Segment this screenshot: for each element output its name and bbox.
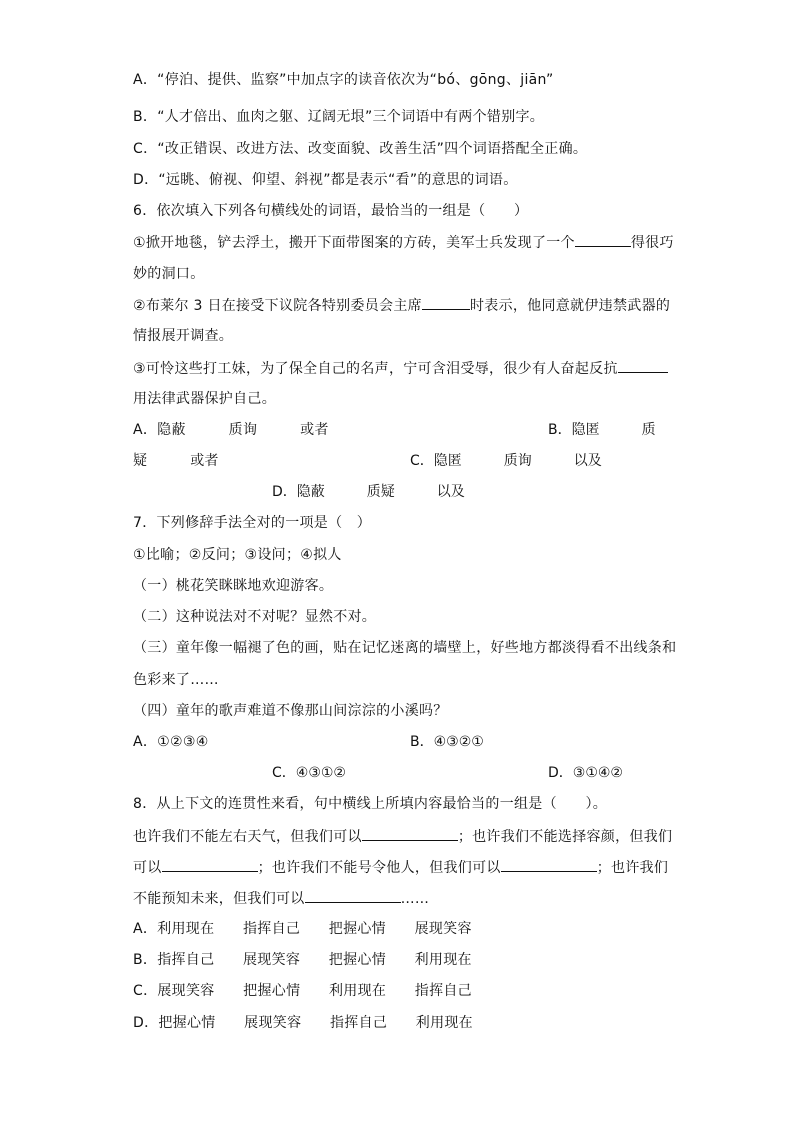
q8-option-d: D．把握心情 展现笑容 指挥自己 利用现在 <box>133 1015 473 1031</box>
answer-blank <box>305 888 401 903</box>
answer-blank <box>422 295 470 310</box>
q6-s2-continuation: 情报展开调查。 <box>133 328 234 344</box>
q8-text: …… <box>400 891 430 907</box>
answer-blank <box>575 232 631 247</box>
q7-sentence-2: （二）这种说法对不对呢？显然不对。 <box>133 609 377 625</box>
q6-option-a: A．隐蔽 质询 或者 <box>133 422 329 438</box>
q6-option-b: B．隐匿 质 <box>548 422 656 438</box>
q7-option-d: D．③①④② <box>548 765 623 781</box>
answer-blank <box>162 857 258 872</box>
q5-option-c: C．“改正错误、改进方法、改变面貌、改善生活”四个词语搭配全正确。 <box>133 141 588 157</box>
q7-sentence-3: （三）童年像一幅褪了色的画，贴在记忆迷离的墙壁上，好些地方都淡得看不出线条和 <box>133 640 677 656</box>
q8-option-a: A．利用现在 指挥自己 把握心情 展现笑容 <box>133 921 472 937</box>
q6-s2-text-2: 时表示，他同意就伊违禁武器的 <box>469 298 671 314</box>
q6-sentence-2 <box>133 295 670 316</box>
q6-s2-text: ②布莱尔 3 日在接受下议院各特别委员会主席 <box>133 298 422 314</box>
q7-option-c: C．④③①② <box>272 765 346 781</box>
q8-text: 可以 <box>133 860 162 876</box>
q8-option-b: B．指挥自己 展现笑容 把握心情 利用现在 <box>133 952 472 968</box>
q6-s1-text-2: 得很巧 <box>630 235 674 251</box>
q6-s3-text: ③可怜这些打工妹，为了保全自己的名声，宁可含泪受辱，很少有人奋起反抗 <box>133 361 618 377</box>
q7-sentence-4: （四）童年的歌声难道不像那山间淙淙的小溪吗？ <box>133 703 448 719</box>
q6-option-c: C．隐匿 质询 以及 <box>410 453 602 469</box>
q8-passage-line-1 <box>133 826 672 847</box>
q8-passage-line-3 <box>133 888 429 909</box>
q6-sentence-3 <box>133 358 668 379</box>
q8-text: 不能预知未来，但我们可以 <box>133 891 305 907</box>
q7-option-a: A．①②③④ <box>133 734 209 750</box>
q5-option-d: D．“远眺、俯视、仰望、斜视”都是表示“看”的意思的词语。 <box>133 172 518 188</box>
q8-text: 也许我们不能左右天气，但我们可以 <box>133 829 362 845</box>
q8-option-c: C．展现笑容 把握心情 利用现在 指挥自己 <box>133 983 472 999</box>
q6-s3-continuation: 用法律武器保护自己。 <box>133 391 276 407</box>
q7-option-b: B．④③②① <box>410 734 484 750</box>
q6-stem: 6．依次填入下列各句横线处的词语，最恰当的一组是（ ） <box>133 203 529 219</box>
answer-blank <box>362 826 458 841</box>
answer-blank <box>618 358 668 373</box>
q5-option-b: B．“人才倍出、血肉之躯、辽阔无垠”三个词语中有两个错别字。 <box>133 109 545 125</box>
answer-blank <box>501 857 597 872</box>
q7-stem: 7．下列修辞手法全对的一项是（ ） <box>133 515 372 531</box>
q6-s1-continuation: 妙的洞口。 <box>133 266 205 282</box>
q8-text: ；也许我们不能号令他人，但我们可以 <box>257 860 501 876</box>
q8-passage-line-2 <box>133 857 668 878</box>
q5-option-a: A．“停泊、提供、监察”中加点字的读音依次为“bó、gōng、jiān” <box>133 72 554 88</box>
q6-option-d: D．隐蔽 质疑 以及 <box>272 484 465 500</box>
q7-device-list: ①比喻；②反问；③设问；④拟人 <box>133 547 342 563</box>
q6-s1-text: ①掀开地毯，铲去浮土，搬开下面带图案的方砖，美军士兵发现了一个 <box>133 235 575 251</box>
q7-sentence-1: （一）桃花笑眯眯地欢迎游客。 <box>133 578 334 594</box>
q8-text: ；也许我们不能选择容颜，但我们 <box>457 829 673 845</box>
q8-stem: 8．从上下文的连贯性来看，句中横线上所填内容最恰当的一组是（ ）。 <box>133 796 608 812</box>
q6-option-b-continuation: 疑 或者 <box>133 453 219 469</box>
q8-text: ；也许我们 <box>596 860 669 876</box>
q7-sentence-3-continuation: 色彩来了…… <box>133 672 219 688</box>
q6-sentence-1 <box>133 232 674 253</box>
